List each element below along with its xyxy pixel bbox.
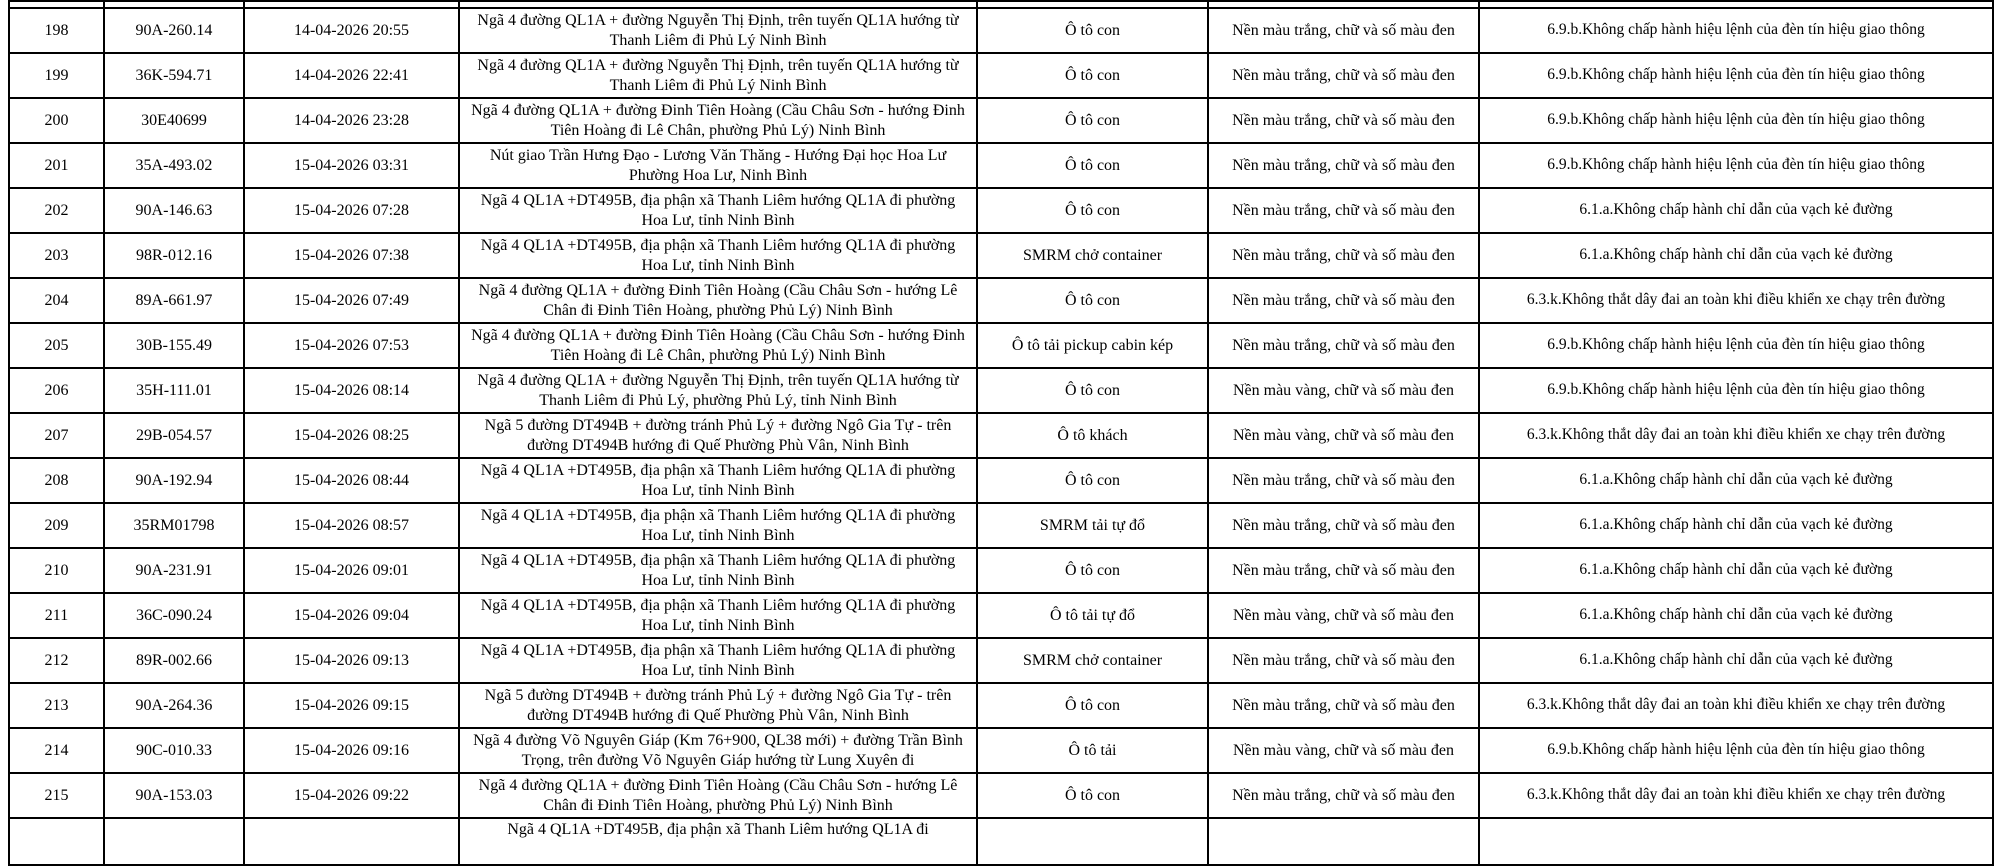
cell-location: Ngã 4 QL1A +DT495B, địa phận xã Thanh Liêm hướng QL1A đi phường Hoa Lư, tỉnh Ninh Bình <box>459 458 977 503</box>
cell-stt: 206 <box>9 368 104 413</box>
cell-violation <box>1479 1 1993 8</box>
table-row <box>9 458 1993 503</box>
cell-datetime: 15-04-2026 08:14 <box>244 368 459 413</box>
cell-vehicle-type: Ô tô con <box>977 143 1208 188</box>
cell-violation: 6.3.k.Không thắt dây đai an toàn khi điều khiển xe chạy trên đường <box>1479 683 1993 728</box>
cell-location: Ngã 4 QL1A +DT495B, địa phận xã Thanh Liêm hướng QL1A đi phường Hoa Lư, tỉnh Ninh Bình <box>459 233 977 278</box>
cell-violation: 6.9.b.Không chấp hành hiệu lệnh của đèn tín hiệu giao thông <box>1479 368 1993 413</box>
table-row <box>9 368 1993 413</box>
cell-plate-color: Nền màu trắng, chữ và số màu đen <box>1208 503 1479 548</box>
clipped-next-row <box>9 818 1993 865</box>
cell-stt: 215 <box>9 773 104 818</box>
table-row <box>9 548 1993 593</box>
cell-datetime: 15-04-2026 07:28 <box>244 188 459 233</box>
cell-plate: 36C-090.24 <box>104 593 244 638</box>
cell-location: Ngã 4 đường QL1A + đường Nguyễn Thị Định, trên tuyến QL1A hướng từ Thanh Liêm đi Phủ Lý Ninh Bình <box>459 8 977 53</box>
table-row <box>9 188 1993 233</box>
cell-stt: 207 <box>9 413 104 458</box>
cell-location: Ngã 5 đường DT494B + đường tránh Phủ Lý + đường Ngô Gia Tự - trên đường DT494B hướng đi Quế Phường Phù Vân, Ninh Bình <box>459 683 977 728</box>
cell-vehicle-type: Ô tô con <box>977 773 1208 818</box>
clipped-previous-row <box>9 1 1993 8</box>
cell-plate: 90C-010.33 <box>104 728 244 773</box>
cell-plate-color: Nền màu trắng, chữ và số màu đen <box>1208 53 1479 98</box>
table-row <box>9 683 1993 728</box>
cell-datetime: 15-04-2026 08:57 <box>244 503 459 548</box>
cell-violation: 6.9.b.Không chấp hành hiệu lệnh của đèn tín hiệu giao thông <box>1479 8 1993 53</box>
cell-datetime: 14-04-2026 22:41 <box>244 53 459 98</box>
cell-plate: 90A-192.94 <box>104 458 244 503</box>
cell-stt: 213 <box>9 683 104 728</box>
cell-vehicle-type: SMRM chở container <box>977 638 1208 683</box>
cell-violation: 6.1.a.Không chấp hành chỉ dẫn của vạch kẻ đường <box>1479 188 1993 233</box>
cell-plate: 90A-153.03 <box>104 773 244 818</box>
cell-stt: 204 <box>9 278 104 323</box>
cell-vehicle-type: Ô tô tải pickup cabin kép <box>977 323 1208 368</box>
table-row <box>9 278 1993 323</box>
cell-plate-color: Nền màu vàng, chữ và số màu đen <box>1208 368 1479 413</box>
cell-vehicle-type: Ô tô con <box>977 683 1208 728</box>
cell-violation <box>1479 818 1993 865</box>
cell-plate-color: Nền màu trắng, chữ và số màu đen <box>1208 278 1479 323</box>
cell-stt: 200 <box>9 98 104 143</box>
cell-stt: 205 <box>9 323 104 368</box>
cell-vehicle-type: SMRM chở container <box>977 233 1208 278</box>
cell-datetime: 15-04-2026 09:16 <box>244 728 459 773</box>
cell-plate: 90A-231.91 <box>104 548 244 593</box>
cell-datetime: 15-04-2026 09:13 <box>244 638 459 683</box>
cell-vehicle-type: Ô tô tải <box>977 728 1208 773</box>
cell-stt: 212 <box>9 638 104 683</box>
cell-violation: 6.1.a.Không chấp hành chỉ dẫn của vạch kẻ đường <box>1479 593 1993 638</box>
cell-stt: 198 <box>9 8 104 53</box>
cell-plate-color: Nền màu trắng, chữ và số màu đen <box>1208 683 1479 728</box>
cell-datetime: 15-04-2026 08:25 <box>244 413 459 458</box>
cell-violation: 6.9.b.Không chấp hành hiệu lệnh của đèn tín hiệu giao thông <box>1479 53 1993 98</box>
table-row <box>9 503 1993 548</box>
cell-plate-color: Nền màu trắng, chữ và số màu đen <box>1208 548 1479 593</box>
cell-plate-color: Nền màu trắng, chữ và số màu đen <box>1208 143 1479 188</box>
cell-violation: 6.3.k.Không thắt dây đai an toàn khi điều khiển xe chạy trên đường <box>1479 773 1993 818</box>
table-row <box>9 593 1993 638</box>
table-row <box>9 728 1993 773</box>
cell-plate: 90A-264.36 <box>104 683 244 728</box>
cell-plate-color: Nền màu vàng, chữ và số màu đen <box>1208 728 1479 773</box>
cell-stt: 211 <box>9 593 104 638</box>
cell-location: Ngã 4 QL1A +DT495B, địa phận xã Thanh Liêm hướng QL1A đi phường Hoa Lư, tỉnh Ninh Bình <box>459 548 977 593</box>
cell-plate: 90A-146.63 <box>104 188 244 233</box>
cell-datetime: 15-04-2026 09:15 <box>244 683 459 728</box>
cell-vehicle-type: Ô tô tải tự đổ <box>977 593 1208 638</box>
cell-vehicle-type: Ô tô con <box>977 53 1208 98</box>
table-row <box>9 98 1993 143</box>
cell-vehicle-type: Ô tô con <box>977 278 1208 323</box>
cell-stt <box>9 1 104 8</box>
cell-plate: 29B-054.57 <box>104 413 244 458</box>
cell-plate: 36K-594.71 <box>104 53 244 98</box>
cell-plate: 35H-111.01 <box>104 368 244 413</box>
cell-datetime: 15-04-2026 03:31 <box>244 143 459 188</box>
cell-plate: 30B-155.49 <box>104 323 244 368</box>
cell-location: Ngã 4 đường QL1A + đường Đinh Tiên Hoàng (Cầu Châu Sơn - hướng Lê Chân đi Đinh Tiên Hoàng, phường Phủ Lý) Ninh Bình <box>459 773 977 818</box>
cell-plate-color <box>1208 818 1479 865</box>
cell-violation: 6.3.k.Không thắt dây đai an toàn khi điều khiển xe chạy trên đường <box>1479 278 1993 323</box>
cell-location: Nút giao Trần Hưng Đạo - Lương Văn Thăng - Hướng Đại học Hoa Lư Phường Hoa Lư, Ninh Bình <box>459 143 977 188</box>
cell-plate-color: Nền màu trắng, chữ và số màu đen <box>1208 323 1479 368</box>
cell-vehicle-type: Ô tô con <box>977 188 1208 233</box>
cell-plate: 89R-002.66 <box>104 638 244 683</box>
cell-violation: 6.9.b.Không chấp hành hiệu lệnh của đèn tín hiệu giao thông <box>1479 728 1993 773</box>
cell-plate-color: Nền màu trắng, chữ và số màu đen <box>1208 638 1479 683</box>
cell-location: Ngã 4 QL1A +DT495B, địa phận xã Thanh Liêm hướng QL1A đi <box>459 818 977 865</box>
cell-violation: 6.9.b.Không chấp hành hiệu lệnh của đèn tín hiệu giao thông <box>1479 98 1993 143</box>
cell-plate-color: Nền màu vàng, chữ và số màu đen <box>1208 593 1479 638</box>
cell-vehicle-type: Ô tô con <box>977 548 1208 593</box>
table-row <box>9 143 1993 188</box>
cell-datetime: 15-04-2026 08:44 <box>244 458 459 503</box>
cell-plate-color: Nền màu vàng, chữ và số màu đen <box>1208 413 1479 458</box>
cell-datetime: 15-04-2026 09:22 <box>244 773 459 818</box>
cell-vehicle-type <box>977 1 1208 8</box>
cell-violation: 6.1.a.Không chấp hành chỉ dẫn của vạch kẻ đường <box>1479 233 1993 278</box>
cell-stt: 210 <box>9 548 104 593</box>
cell-location: Ngã 5 đường DT494B + đường tránh Phủ Lý + đường Ngô Gia Tự - trên đường DT494B hướng đi Quế Phường Phù Vân, Ninh Bình <box>459 413 977 458</box>
cell-plate: 90A-260.14 <box>104 8 244 53</box>
table-row <box>9 323 1993 368</box>
cell-plate-color: Nền màu trắng, chữ và số màu đen <box>1208 773 1479 818</box>
cell-datetime: 15-04-2026 09:01 <box>244 548 459 593</box>
table-row <box>9 413 1993 458</box>
cell-violation: 6.9.b.Không chấp hành hiệu lệnh của đèn tín hiệu giao thông <box>1479 323 1993 368</box>
cell-location: Ngã 4 đường QL1A + đường Đinh Tiên Hoàng (Cầu Châu Sơn - hướng Đinh Tiên Hoàng đi Lê Chân, phường Phủ Lý) Ninh Bình <box>459 323 977 368</box>
cell-plate-color: Nền màu trắng, chữ và số màu đen <box>1208 233 1479 278</box>
table-row <box>9 638 1993 683</box>
cell-location: Ngã 4 đường QL1A + đường Đinh Tiên Hoàng (Cầu Châu Sơn - hướng Đinh Tiên Hoàng đi Lê Chân, phường Phủ Lý) Ninh Bình <box>459 98 977 143</box>
cell-stt <box>9 818 104 865</box>
table-row <box>9 8 1993 53</box>
cell-plate: 30E40699 <box>104 98 244 143</box>
cell-location: Ngã 4 QL1A +DT495B, địa phận xã Thanh Liêm hướng QL1A đi phường Hoa Lư, tỉnh Ninh Bình <box>459 188 977 233</box>
cell-stt: 214 <box>9 728 104 773</box>
cell-plate: 98R-012.16 <box>104 233 244 278</box>
cell-vehicle-type: Ô tô con <box>977 368 1208 413</box>
cell-plate <box>104 818 244 865</box>
cell-violation: 6.9.b.Không chấp hành hiệu lệnh của đèn tín hiệu giao thông <box>1479 143 1993 188</box>
cell-location: Ngã 4 QL1A +DT495B, địa phận xã Thanh Liêm hướng QL1A đi phường Hoa Lư, tỉnh Ninh Bình <box>459 503 977 548</box>
table-row <box>9 773 1993 818</box>
table-row <box>9 53 1993 98</box>
cell-violation: 6.1.a.Không chấp hành chỉ dẫn của vạch kẻ đường <box>1479 638 1993 683</box>
cell-plate <box>104 1 244 8</box>
cell-vehicle-type: Ô tô khách <box>977 413 1208 458</box>
cell-datetime: 15-04-2026 07:53 <box>244 323 459 368</box>
cell-location: Ngã 4 đường QL1A + đường Nguyễn Thị Định, trên tuyến QL1A hướng từ Thanh Liêm đi Phủ Lý, phường Phủ Lý, tỉnh Ninh Bình <box>459 368 977 413</box>
cell-location: Ngã 4 đường QL1A + đường Đinh Tiên Hoàng (Cầu Châu Sơn - hướng Lê Chân đi Đinh Tiên Hoàng, phường Phủ Lý) Ninh Bình <box>459 278 977 323</box>
cell-datetime <box>244 818 459 865</box>
cell-vehicle-type <box>977 818 1208 865</box>
cell-stt: 202 <box>9 188 104 233</box>
violation-table <box>8 0 1994 866</box>
cell-plate-color: Nền màu trắng, chữ và số màu đen <box>1208 8 1479 53</box>
cell-datetime: 15-04-2026 09:04 <box>244 593 459 638</box>
cell-datetime <box>244 1 459 8</box>
cell-violation: 6.1.a.Không chấp hành chỉ dẫn của vạch kẻ đường <box>1479 458 1993 503</box>
cell-stt: 201 <box>9 143 104 188</box>
cell-vehicle-type: Ô tô con <box>977 98 1208 143</box>
cell-plate: 35A-493.02 <box>104 143 244 188</box>
cell-location: Ngã 4 QL1A +DT495B, địa phận xã Thanh Liêm hướng QL1A đi phường Hoa Lư, tỉnh Ninh Bình <box>459 593 977 638</box>
cell-stt: 199 <box>9 53 104 98</box>
cell-stt: 209 <box>9 503 104 548</box>
cell-plate: 89A-661.97 <box>104 278 244 323</box>
cell-plate-color: Nền màu trắng, chữ và số màu đen <box>1208 458 1479 503</box>
cell-location: Ngã 4 QL1A +DT495B, địa phận xã Thanh Liêm hướng QL1A đi phường Hoa Lư, tỉnh Ninh Bình <box>459 638 977 683</box>
cell-stt: 208 <box>9 458 104 503</box>
cell-violation: 6.1.a.Không chấp hành chỉ dẫn của vạch kẻ đường <box>1479 503 1993 548</box>
cell-plate: 35RM01798 <box>104 503 244 548</box>
cell-location: Ngã 4 đường Võ Nguyên Giáp (Km 76+900, QL38 mới) + đường Trần Bình Trọng, trên đường Võ Nguyên Giáp hướng từ Lung Xuyên đi <box>459 728 977 773</box>
cell-plate-color <box>1208 1 1479 8</box>
cell-vehicle-type: Ô tô con <box>977 8 1208 53</box>
cell-location <box>459 1 977 8</box>
cell-plate-color: Nền màu trắng, chữ và số màu đen <box>1208 188 1479 233</box>
cell-location: Ngã 4 đường QL1A + đường Nguyễn Thị Định, trên tuyến QL1A hướng từ Thanh Liêm đi Phủ Lý Ninh Bình <box>459 53 977 98</box>
table-row <box>9 233 1993 278</box>
cell-datetime: 14-04-2026 20:55 <box>244 8 459 53</box>
cell-datetime: 15-04-2026 07:49 <box>244 278 459 323</box>
cell-plate-color: Nền màu trắng, chữ và số màu đen <box>1208 98 1479 143</box>
cell-vehicle-type: SMRM tải tự đổ <box>977 503 1208 548</box>
cell-violation: 6.1.a.Không chấp hành chỉ dẫn của vạch kẻ đường <box>1479 548 1993 593</box>
cell-datetime: 14-04-2026 23:28 <box>244 98 459 143</box>
cell-vehicle-type: Ô tô con <box>977 458 1208 503</box>
cell-stt: 203 <box>9 233 104 278</box>
cell-datetime: 15-04-2026 07:38 <box>244 233 459 278</box>
cell-violation: 6.3.k.Không thắt dây đai an toàn khi điều khiển xe chạy trên đường <box>1479 413 1993 458</box>
